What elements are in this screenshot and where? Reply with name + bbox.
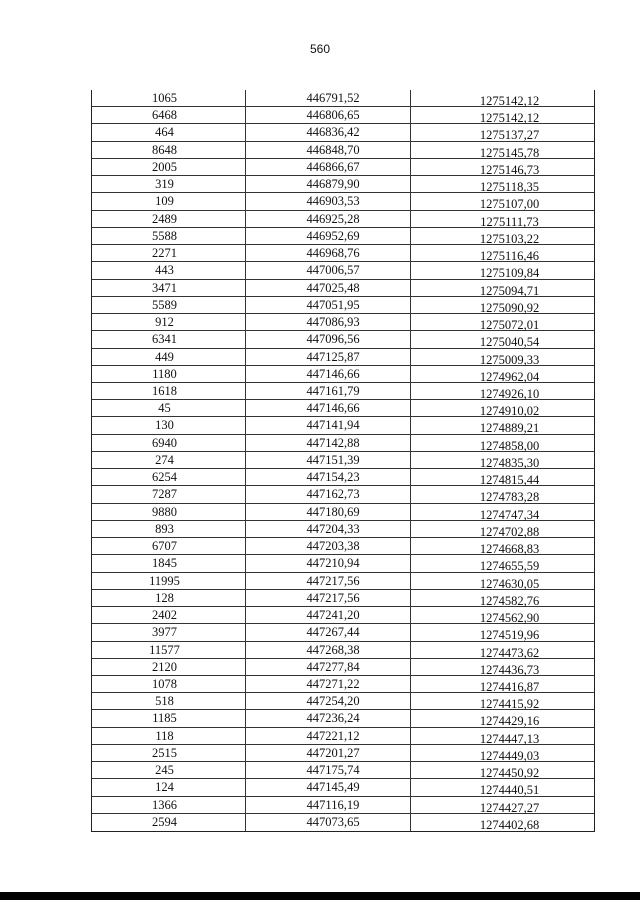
point-id-cell: 245: [92, 762, 246, 778]
x-coordinate-cell: 447086,93: [246, 314, 411, 330]
table-row: [92, 417, 594, 434]
point-id-cell: 1078: [92, 676, 246, 692]
point-id-cell: 3471: [92, 280, 246, 296]
point-id-cell: 2005: [92, 159, 246, 175]
point-id-cell: 3977: [92, 624, 246, 640]
point-id-cell: 1618: [92, 383, 246, 399]
point-id-cell: 45: [92, 400, 246, 416]
point-id-cell: 2515: [92, 745, 246, 761]
table-row: [92, 124, 594, 141]
table-row: [92, 228, 594, 245]
x-coordinate-cell: 447267,44: [246, 624, 411, 640]
point-id-cell: 2489: [92, 211, 246, 227]
point-id-cell: 118: [92, 728, 246, 744]
table-row: [92, 555, 594, 572]
x-coordinate-cell: 447154,23: [246, 469, 411, 485]
y-coordinate-cell: 1274582,76: [479, 593, 540, 608]
y-coordinate-cell: 1275111,73: [480, 214, 539, 229]
point-id-cell: 124: [92, 779, 246, 795]
point-id-cell: 1185: [92, 710, 246, 726]
x-coordinate-cell: 446866,67: [246, 159, 411, 175]
point-id-cell: 2402: [92, 607, 246, 623]
x-coordinate-cell: 446952,69: [246, 228, 411, 244]
x-coordinate-cell: 446968,76: [246, 245, 411, 261]
point-id-cell: 2594: [92, 814, 246, 831]
x-coordinate-cell: 447221,12: [246, 728, 411, 744]
y-coordinate-cell: 1274747,34: [479, 507, 540, 522]
table-row: [92, 521, 594, 538]
y-coordinate-cell: 1275009,33: [479, 352, 540, 367]
table-row: [92, 245, 594, 262]
y-coordinate-cell: 1274473,62: [479, 645, 540, 660]
point-id-cell: 1065: [92, 90, 246, 106]
x-coordinate-cell: 447241,20: [246, 607, 411, 623]
x-coordinate-cell: 447146,66: [246, 366, 411, 382]
point-id-cell: 9880: [92, 504, 246, 520]
table-row: [92, 383, 594, 400]
table-row: [92, 504, 594, 521]
y-coordinate-cell: 1274962,04: [479, 369, 540, 384]
y-coordinate-cell: 1275116,46: [480, 249, 539, 264]
point-id-cell: 1845: [92, 555, 246, 571]
y-coordinate-cell: 1275107,00: [479, 197, 540, 212]
table-row: [92, 745, 594, 762]
y-coordinate-cell: 1275145,78: [479, 145, 540, 160]
y-coordinate-cell: 1274910,02: [479, 404, 540, 419]
point-id-cell: 6940: [92, 435, 246, 451]
x-coordinate-cell: 447271,22: [246, 676, 411, 692]
table-row: [92, 590, 594, 607]
point-id-cell: 893: [92, 521, 246, 537]
table-row: [92, 814, 594, 831]
point-id-cell: 130: [92, 417, 246, 433]
x-coordinate-cell: 447125,87: [246, 349, 411, 365]
x-coordinate-cell: 447151,39: [246, 452, 411, 468]
y-coordinate-cell: 1275072,01: [479, 318, 540, 333]
y-coordinate-cell: 1274562,90: [479, 611, 540, 626]
x-coordinate-cell: 447141,94: [246, 417, 411, 433]
scan-bottom-edge: [0, 892, 640, 900]
x-coordinate-cell: 446848,70: [246, 142, 411, 158]
point-id-cell: 6707: [92, 538, 246, 554]
x-coordinate-cell: 447201,27: [246, 745, 411, 761]
x-coordinate-cell: 447180,69: [246, 504, 411, 520]
point-id-cell: 6254: [92, 469, 246, 485]
x-coordinate-cell: 447051,95: [246, 297, 411, 313]
table-row: [92, 280, 594, 297]
y-coordinate-cell: 1274402,68: [479, 817, 540, 832]
point-id-cell: 109: [92, 193, 246, 209]
point-id-cell: 5589: [92, 297, 246, 313]
table-row: [92, 693, 594, 710]
table-row: [92, 435, 594, 452]
table-row: [92, 176, 594, 193]
y-coordinate-cell: 1274416,87: [479, 679, 540, 694]
x-coordinate-cell: 447116,19: [246, 797, 411, 813]
point-id-cell: 2271: [92, 245, 246, 261]
x-coordinate-cell: 446836,42: [246, 124, 411, 140]
table-row: [92, 659, 594, 676]
y-coordinate-cell: 1274436,73: [479, 662, 540, 677]
y-coordinate-cell: 1275103,22: [479, 231, 540, 246]
y-coordinate-cell: 1274630,05: [479, 576, 540, 591]
x-coordinate-cell: 447268,38: [246, 642, 411, 658]
table-row: [92, 469, 594, 486]
point-id-cell: 128: [92, 590, 246, 606]
table-row: [92, 538, 594, 555]
point-id-cell: 8648: [92, 142, 246, 158]
point-id-cell: 6468: [92, 107, 246, 123]
y-coordinate-cell: 1274702,88: [479, 524, 540, 539]
x-coordinate-cell: 447217,56: [246, 590, 411, 606]
x-coordinate-cell: 447217,56: [246, 573, 411, 589]
x-coordinate-cell: 447162,73: [246, 486, 411, 502]
point-id-cell: 449: [92, 349, 246, 365]
x-coordinate-cell: 447277,84: [246, 659, 411, 675]
x-coordinate-cell: 447006,57: [246, 262, 411, 278]
table-row: [92, 607, 594, 624]
x-coordinate-cell: 447236,24: [246, 710, 411, 726]
table-row: [92, 624, 594, 641]
x-coordinate-cell: 447145,49: [246, 779, 411, 795]
table-row: [92, 349, 594, 366]
y-coordinate-cell: 1275118,35: [480, 180, 539, 195]
y-coordinate-cell: 1274440,51: [479, 783, 540, 798]
y-coordinate-cell: 1275142,12: [479, 111, 540, 126]
table-row: [92, 314, 594, 331]
y-coordinate-cell: 1274447,13: [479, 731, 540, 746]
y-coordinate-cell: 1274926,10: [479, 386, 540, 401]
point-id-cell: 518: [92, 693, 246, 709]
x-coordinate-cell: 447096,56: [246, 331, 411, 347]
y-coordinate-cell: 1274427,27: [479, 800, 540, 815]
x-coordinate-cell: 447175,74: [246, 762, 411, 778]
point-id-cell: 319: [92, 176, 246, 192]
table-row: [92, 90, 594, 107]
x-coordinate-cell: 446879,90: [246, 176, 411, 192]
table-row: [92, 710, 594, 727]
point-id-cell: 1366: [92, 797, 246, 813]
y-coordinate-cell: 1275142,12: [479, 94, 540, 108]
table-row: [92, 779, 594, 796]
x-coordinate-cell: 447142,88: [246, 435, 411, 451]
x-coordinate-cell: 446806,65: [246, 107, 411, 123]
table-row: [92, 211, 594, 228]
coordinates-table: [91, 90, 595, 832]
point-id-cell: 11995: [92, 573, 246, 589]
table-row: [92, 262, 594, 279]
point-id-cell: 11577: [92, 642, 246, 658]
point-id-cell: 912: [92, 314, 246, 330]
table-row: [92, 642, 594, 659]
x-coordinate-cell: 447146,66: [246, 400, 411, 416]
table-row: [92, 400, 594, 417]
y-coordinate-cell: 1275146,73: [479, 162, 540, 177]
table-row: [92, 159, 594, 176]
point-id-cell: 7287: [92, 486, 246, 502]
y-coordinate-cell: 1274835,30: [479, 455, 540, 470]
point-id-cell: 5588: [92, 228, 246, 244]
y-coordinate-cell: 1275109,84: [479, 266, 540, 281]
table-row: [92, 797, 594, 814]
y-coordinate-cell: 1275094,71: [479, 283, 540, 298]
table-row: [92, 297, 594, 314]
y-coordinate-cell: 1274655,59: [479, 559, 540, 574]
x-coordinate-cell: 446925,28: [246, 211, 411, 227]
table-row: [92, 573, 594, 590]
point-id-cell: 2120: [92, 659, 246, 675]
page-number: 560: [309, 42, 331, 56]
table-row: [92, 676, 594, 693]
x-coordinate-cell: 447025,48: [246, 280, 411, 296]
y-coordinate-cell: 1274519,96: [479, 628, 540, 643]
point-id-cell: 443: [92, 262, 246, 278]
table-row: [92, 728, 594, 745]
table-row: [92, 366, 594, 383]
x-coordinate-cell: 447204,33: [246, 521, 411, 537]
table-row: [92, 452, 594, 469]
y-coordinate-cell: 1275137,27: [479, 128, 540, 143]
y-coordinate-cell: 1275090,92: [479, 300, 540, 315]
x-coordinate-cell: 447210,94: [246, 555, 411, 571]
table-row: [92, 331, 594, 348]
table-row: [92, 107, 594, 124]
y-coordinate-cell: 1274889,21: [479, 421, 540, 436]
y-coordinate-cell: 1274668,83: [479, 542, 540, 557]
y-coordinate-cell: 1274415,92: [479, 697, 540, 712]
y-coordinate-cell: 1274815,44: [479, 473, 540, 488]
table-row: [92, 193, 594, 210]
point-id-cell: 6341: [92, 331, 246, 347]
y-coordinate-cell: 1274450,92: [479, 766, 540, 781]
x-coordinate-cell: 446791,52: [246, 90, 411, 106]
table-row: [92, 486, 594, 503]
y-coordinate-cell: 1274783,28: [479, 490, 540, 505]
y-coordinate-cell: 1275040,54: [479, 335, 540, 350]
y-coordinate-cell: 1274429,16: [479, 714, 540, 729]
y-coordinate-cell: 1274858,00: [479, 438, 540, 453]
y-coordinate-cell: 1274449,03: [479, 748, 540, 763]
x-coordinate-cell: 447203,38: [246, 538, 411, 554]
table-row: [92, 762, 594, 779]
table-row: [92, 142, 594, 159]
x-coordinate-cell: 447073,65: [246, 814, 411, 831]
point-id-cell: 464: [92, 124, 246, 140]
x-coordinate-cell: 446903,53: [246, 193, 411, 209]
x-coordinate-cell: 447254,20: [246, 693, 411, 709]
point-id-cell: 274: [92, 452, 246, 468]
x-coordinate-cell: 447161,79: [246, 383, 411, 399]
point-id-cell: 1180: [92, 366, 246, 382]
